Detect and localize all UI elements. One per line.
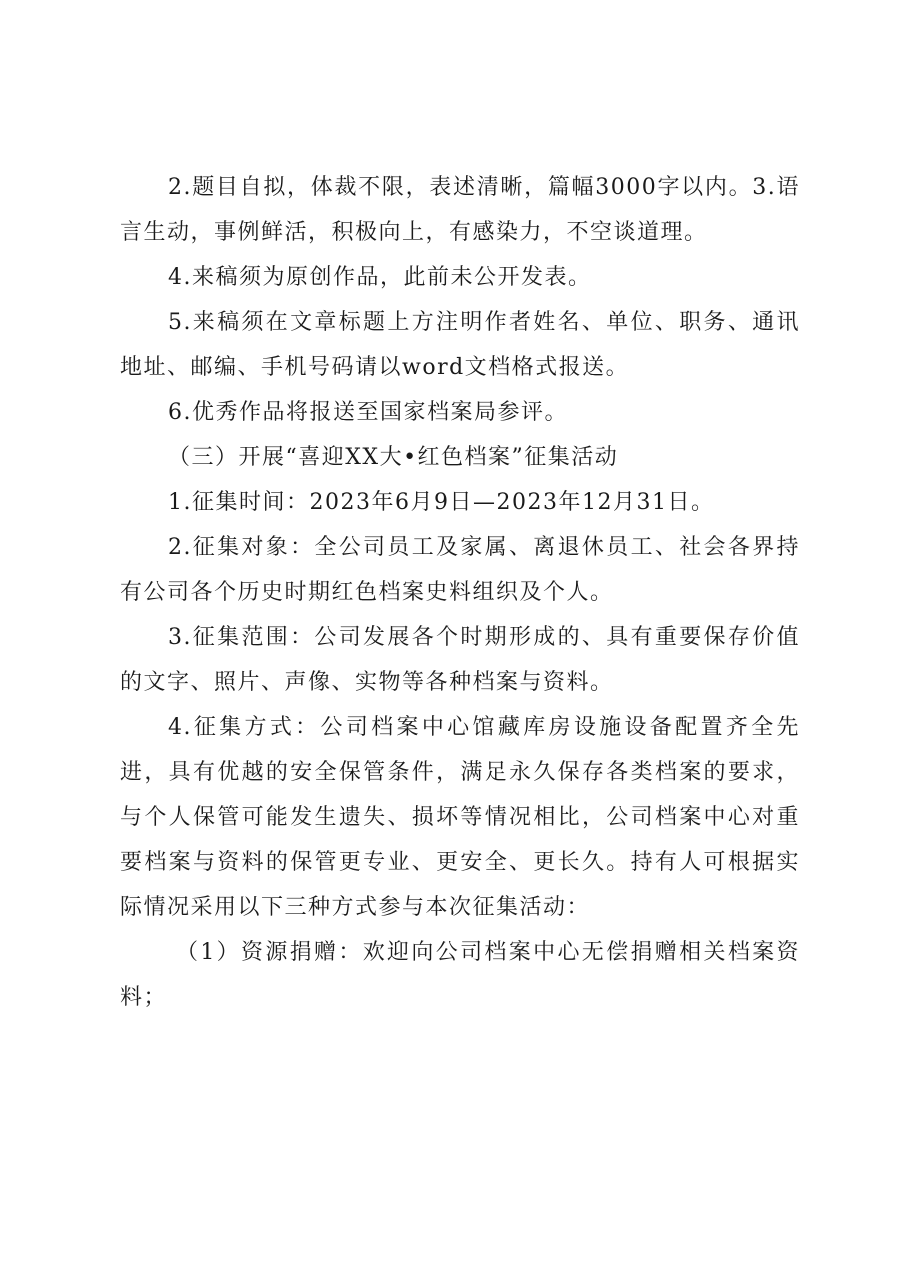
paragraph-author-info: 5.来稿须在文章标题上方注明作者姓名、单位、职务、通讯地址、邮编、手机号码请以word文档格式报送。 xyxy=(120,310,800,380)
document-body xyxy=(120,165,800,1020)
paragraph-collection-time: 1.征集时间：2023年6月9日—2023年12月31日。 xyxy=(168,490,715,515)
paragraph-collection-target: 2.征集对象：全公司员工及家属、离退休员工、社会各界持有公司各个历史时期红色档案史料组织及个人。 xyxy=(120,535,800,605)
paragraph-resource-donation: （1）资源捐赠：欢迎向公司档案中心无偿捐赠相关档案资料； xyxy=(120,940,800,1010)
paragraph-original-work: 4.来稿须为原创作品，此前未公开发表。 xyxy=(168,265,592,290)
section-heading-red-archives: （三）开展“喜迎XX大•红色档案”征集活动 xyxy=(168,445,619,470)
paragraph-collection-method: 4.征集方式：公司档案中心馆藏库房设施设备配置齐全先进，具有优越的安全保管条件，满足永久保存各类档案的要求，与个人保管可能发生遗失、损坏等情况相比，公司档案中心对重要档案与资料的保管更专业、更安全、更长久。持有人可根据实际情况采用以下三种方式参与本次征集活动： xyxy=(120,715,800,920)
paragraph-topic-length: 2.题目自拟，体裁不限，表述清晰，篇幅3000字以内。3.语言生动，事例鲜活，积极向上，有感染力，不空谈道理。 xyxy=(120,175,800,245)
paragraph-collection-scope: 3.征集范围：公司发展各个时期形成的、具有重要保存价值的文字、照片、声像、实物等各种档案与资料。 xyxy=(120,625,800,695)
paragraph-excellent-works: 6.优秀作品将报送至国家档案局参评。 xyxy=(168,400,568,425)
